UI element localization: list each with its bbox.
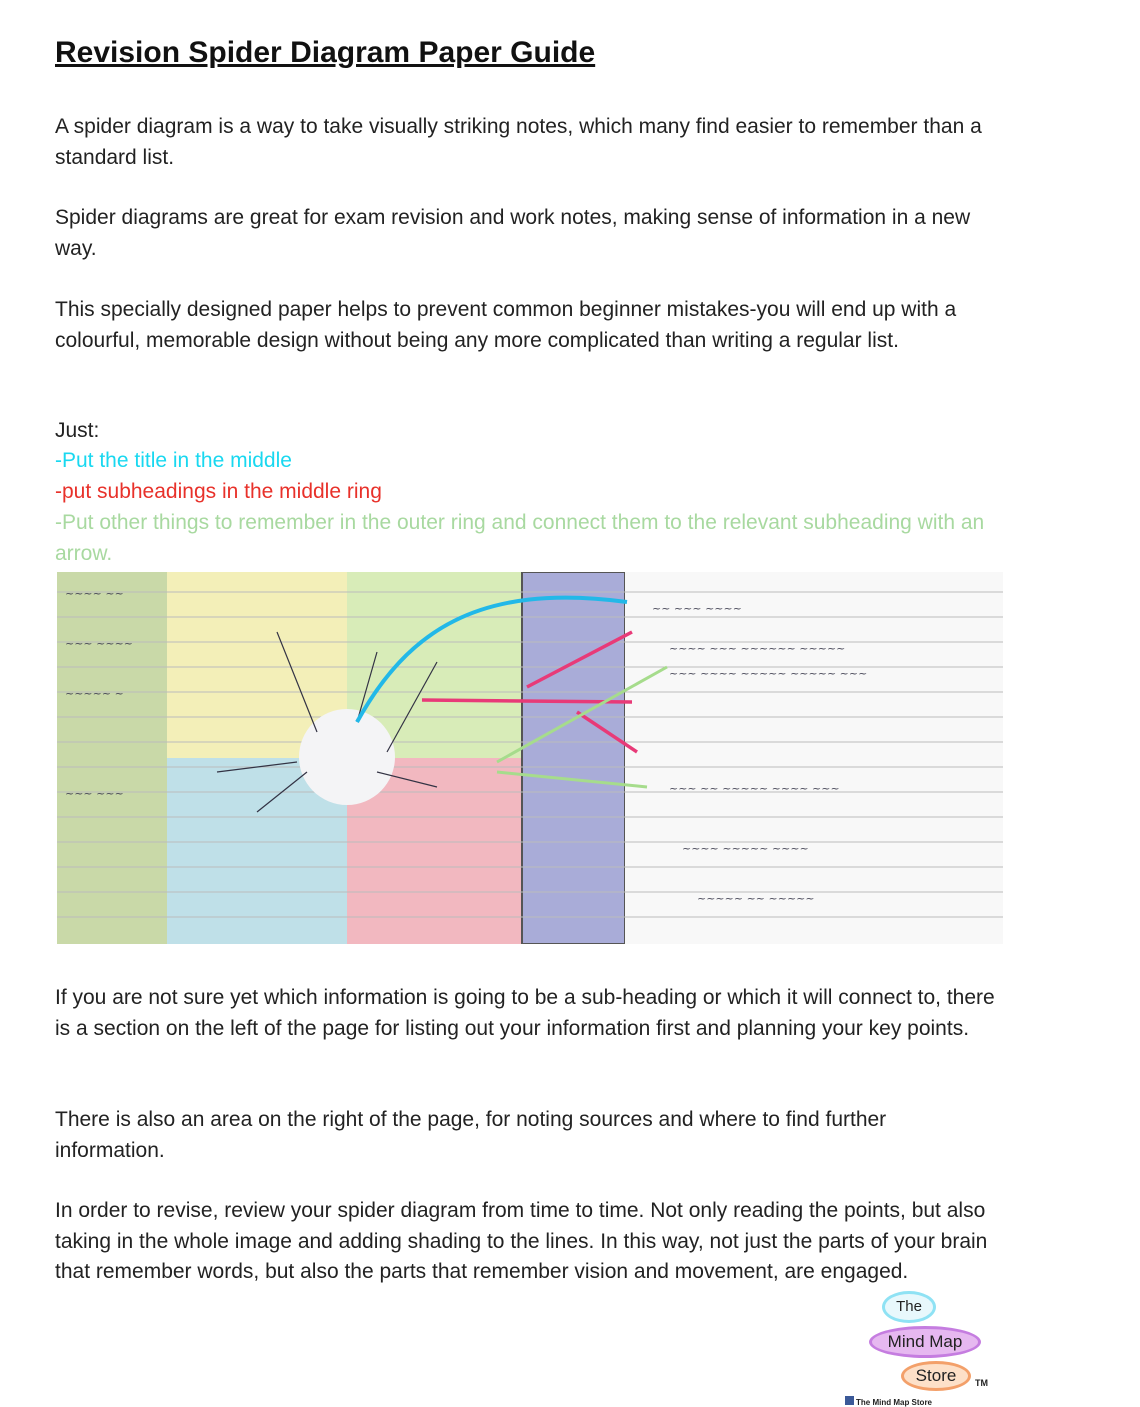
svg-text:~~~~ ~~: ~~~~ ~~ [65, 587, 124, 600]
svg-text:~~~ ~~~: ~~~ ~~~ [65, 787, 124, 800]
svg-text:~~~~ ~~~ ~~~~~~ ~~~~~: ~~~~ ~~~ ~~~~~~ ~~~~~ [669, 642, 846, 655]
logo-mind-map: Mind Map [869, 1326, 981, 1358]
spider-diagram-illustration [57, 572, 1003, 944]
revise-paragraph: In order to revise, review your spider diagram from time to time. Not only reading the points, but also taking in the whole image and adding shading to the lines. In this way, not just the parts of your brain that remember words, but also the parts that remember vision and movement, are engaged. [55, 1199, 988, 1283]
facebook-icon [845, 1396, 854, 1405]
logo-store: Store [901, 1361, 971, 1391]
just-label: Just: [55, 419, 100, 442]
step-outer-ring: -Put other things to remember in the outer ring and connect them to the relevant subheading with an arrow. [55, 511, 985, 565]
mind-map-store-logo [845, 1288, 1015, 1407]
svg-text:~~ ~~~ ~~~~: ~~ ~~~ ~~~~ [652, 602, 742, 615]
sources-paragraph: There is also an area on the right of the page, for noting sources and where to find further information. [55, 1108, 887, 1162]
page-title: Revision Spider Diagram Paper Guide [55, 36, 596, 69]
svg-text:~~~ ~~ ~~~~~ ~~~~ ~~~: ~~~ ~~ ~~~~~ ~~~~ ~~~ [669, 782, 840, 795]
svg-text:~~~~ ~~~~~ ~~~~: ~~~~ ~~~~~ ~~~~ [682, 842, 809, 855]
intro-paragraph: A spider diagram is a way to take visually striking notes, which many find easier to remember than a standard list. [55, 115, 982, 169]
paper-paragraph: This specially designed paper helps to prevent common beginner mistakes-you will end up with a colourful, memorable design without being any more complicated than writing a regular list. [55, 298, 957, 352]
logo-the: The [882, 1291, 936, 1323]
step-subheadings: -put subheadings in the middle ring [55, 480, 382, 503]
facebook-link[interactable] [845, 1396, 932, 1407]
facebook-label: The Mind Map Store [856, 1398, 932, 1407]
planning-paragraph: If you are not sure yet which information is going to be a sub-heading or which it will connect to, there is a section on the left of the page for listing out your information first and planning your key points. [55, 986, 995, 1040]
svg-text:~~~~~ ~: ~~~~~ ~ [65, 687, 124, 700]
spider-diagram-photo [57, 572, 1003, 944]
svg-text:~~~ ~~~~: ~~~ ~~~~ [65, 637, 134, 650]
svg-text:~~~~~ ~~ ~~~~~: ~~~~~ ~~ ~~~~~ [697, 892, 815, 905]
logo-trademark: TM [975, 1378, 988, 1388]
svg-text:~~~ ~~~~ ~~~~~ ~~~~~ ~~~: ~~~ ~~~~ ~~~~~ ~~~~~ ~~~ [669, 667, 868, 680]
uses-paragraph: Spider diagrams are great for exam revision and work notes, making sense of information in a new way. [55, 206, 971, 260]
step-title: -Put the title in the middle [55, 449, 292, 472]
